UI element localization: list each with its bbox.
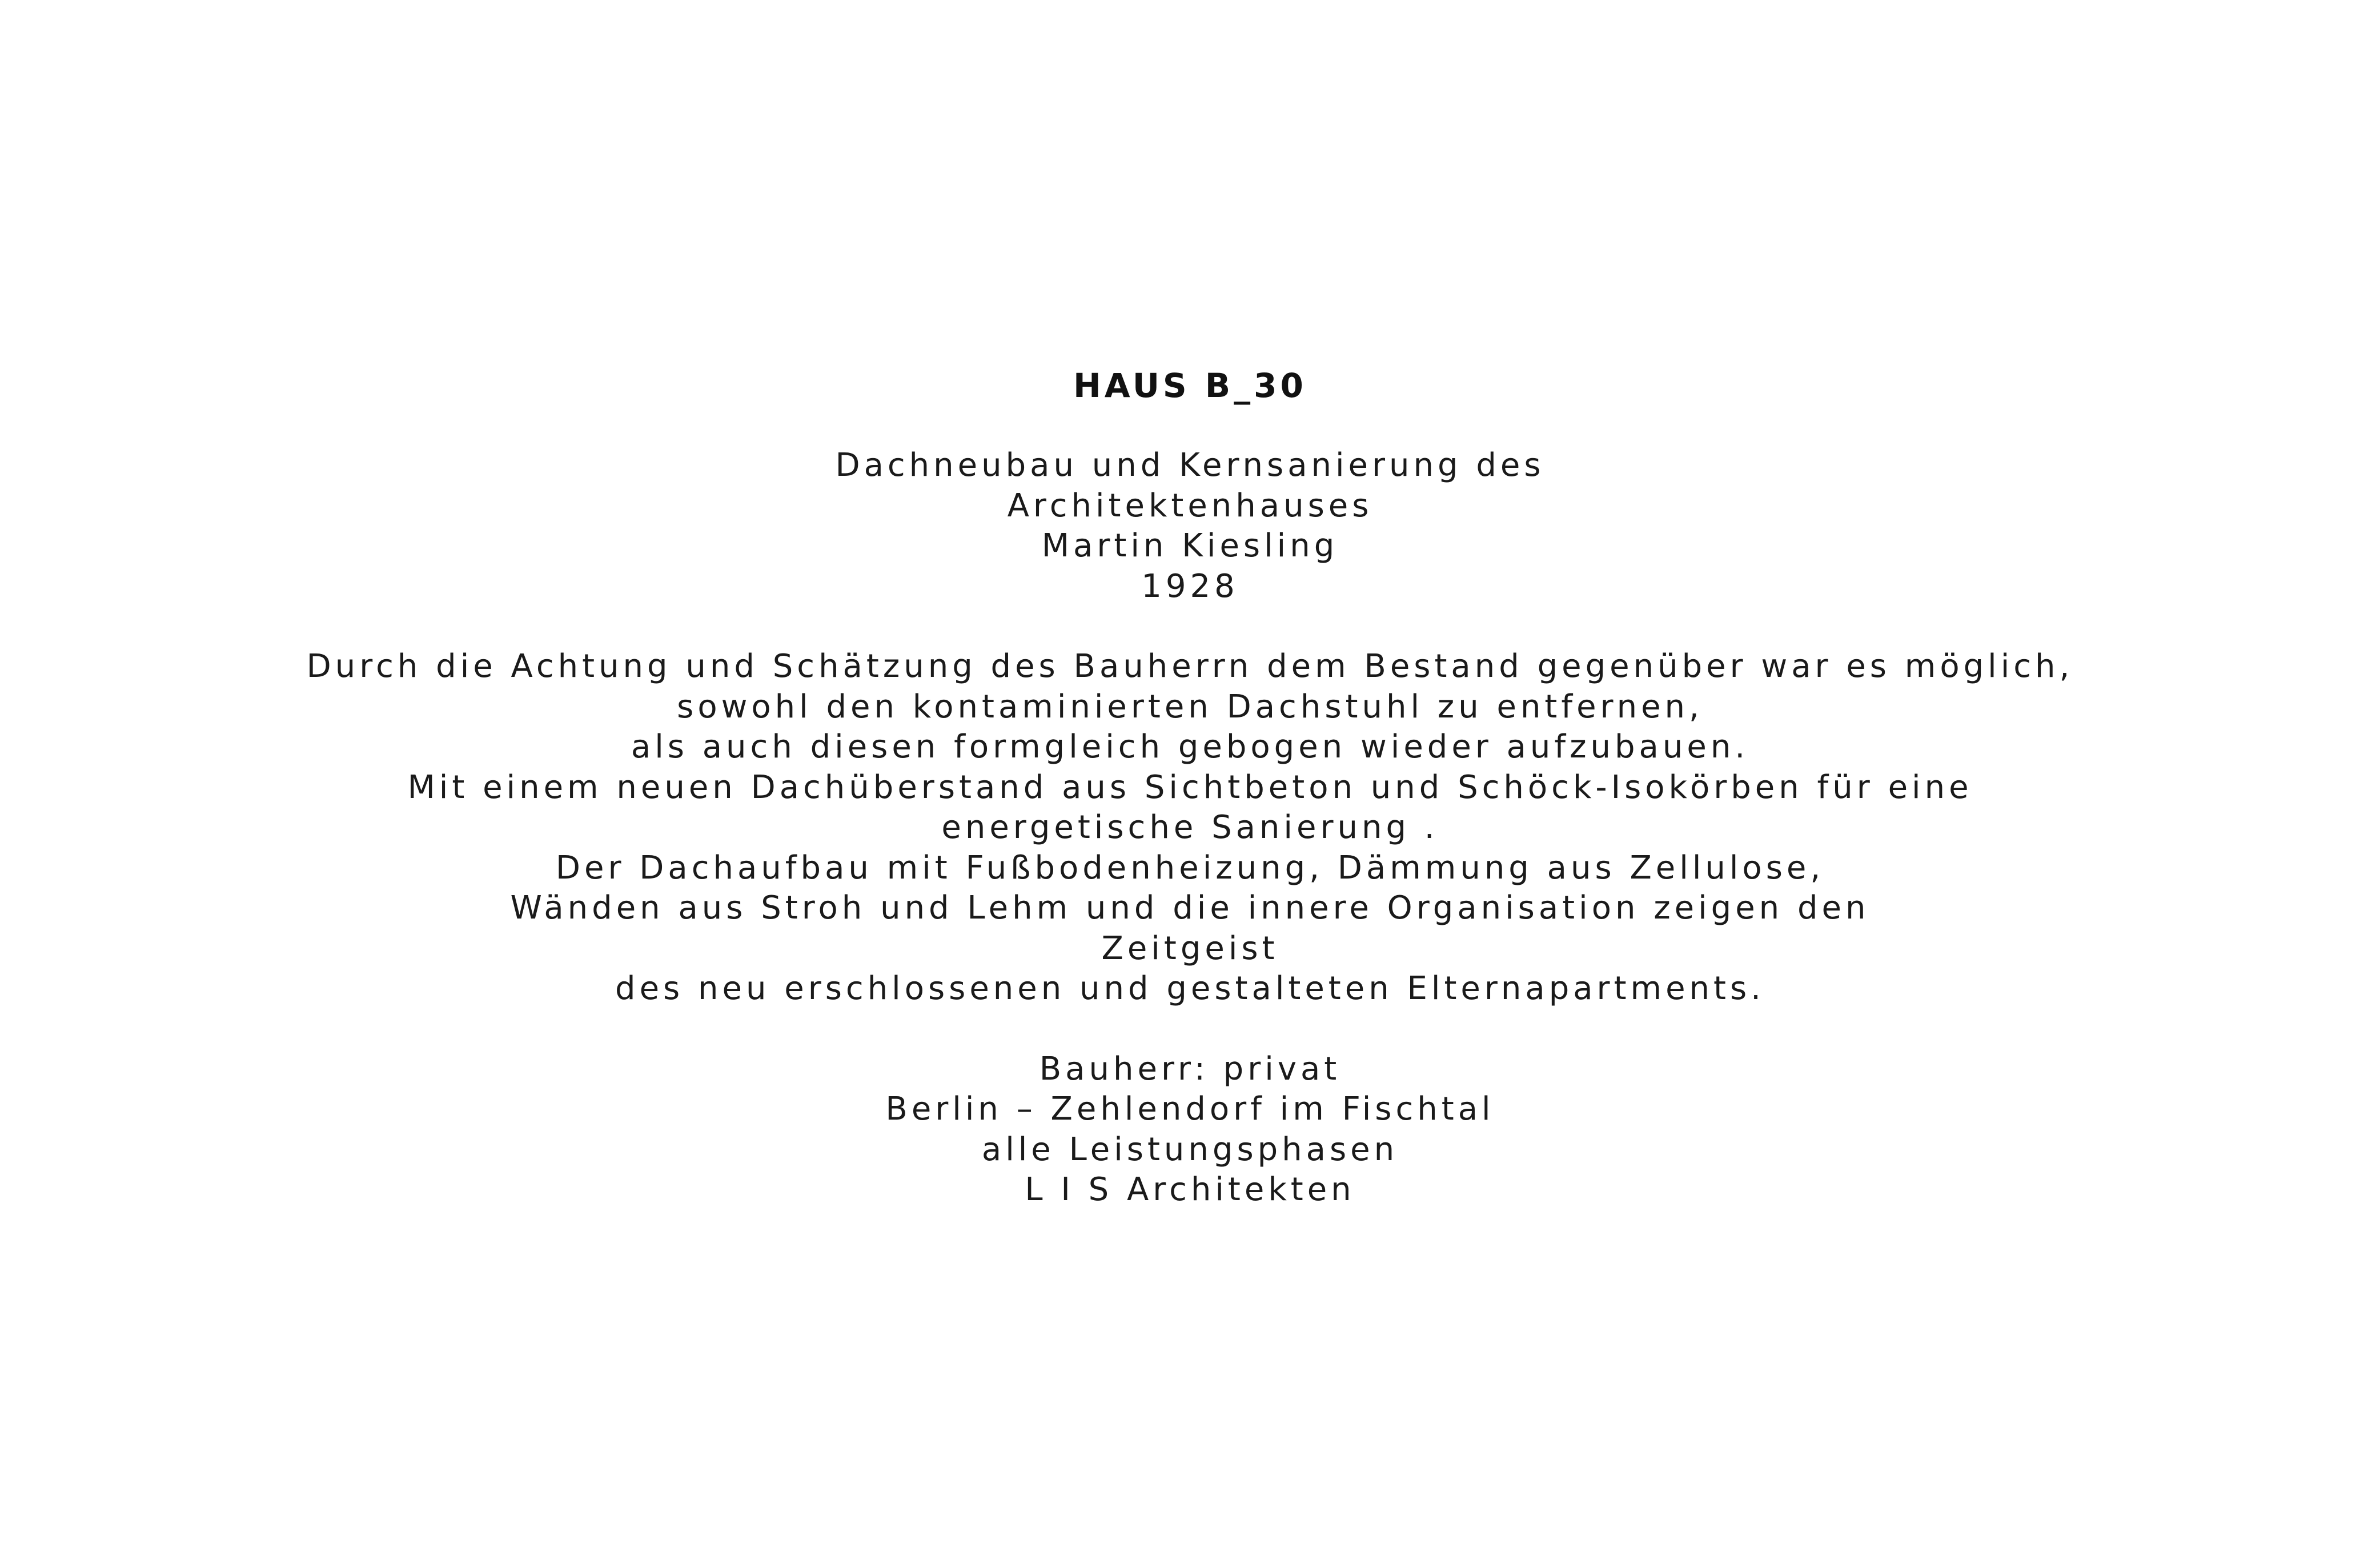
description-line: Durch die Achtung und Schätzung des Bauherrn dem Bestand gegenüber war es möglich, — [306, 648, 2074, 685]
description-line: Wänden aus Stroh und Lehm und die innere Organisation zeigen den — [510, 889, 1870, 927]
description-line: des neu erschlossenen und gestalteten Elternapartments. — [615, 970, 1765, 1007]
spacer — [0, 607, 2380, 647]
spacer — [0, 1009, 2380, 1049]
description-line: Zeitgeist — [1101, 929, 1279, 967]
details-client: Bauherr: privat — [1039, 1050, 1341, 1088]
description-line: sowohl den kontaminierten Dachstuhl zu entfernen, — [677, 688, 1703, 725]
description-line: energetische Sanierung . — [941, 809, 1439, 846]
intro-line: Dachneubau und Kernsanierung des — [835, 447, 1545, 484]
details-phases: alle Leistungsphasen — [981, 1130, 1399, 1168]
description-line: Mit einem neuen Dachüberstand aus Sichtbeton und Schöck-Isokörben für eine — [407, 768, 1973, 806]
intro-line: Architektenhauses — [1007, 487, 1373, 524]
project-description — [0, 647, 2380, 1009]
spacer — [0, 406, 2380, 446]
details-architect: L I S Architekten — [1025, 1171, 1355, 1208]
description-line: als auch diesen formgleich gebogen wieder aufzubauen. — [631, 728, 1749, 765]
details-location: Berlin – Zehlendorf im Fischtal — [885, 1090, 1495, 1128]
project-intro — [0, 446, 2380, 607]
intro-line: 1928 — [1141, 567, 1239, 605]
project-text — [0, 366, 2380, 1210]
intro-line: Martin Kiesling — [1041, 527, 1339, 564]
description-line: Der Dachaufbau mit Fußbodenheizung, Dämmung aus Zellulose, — [555, 849, 1825, 887]
project-details — [0, 1049, 2380, 1210]
project-title: HAUS B_30 — [1073, 366, 1307, 405]
